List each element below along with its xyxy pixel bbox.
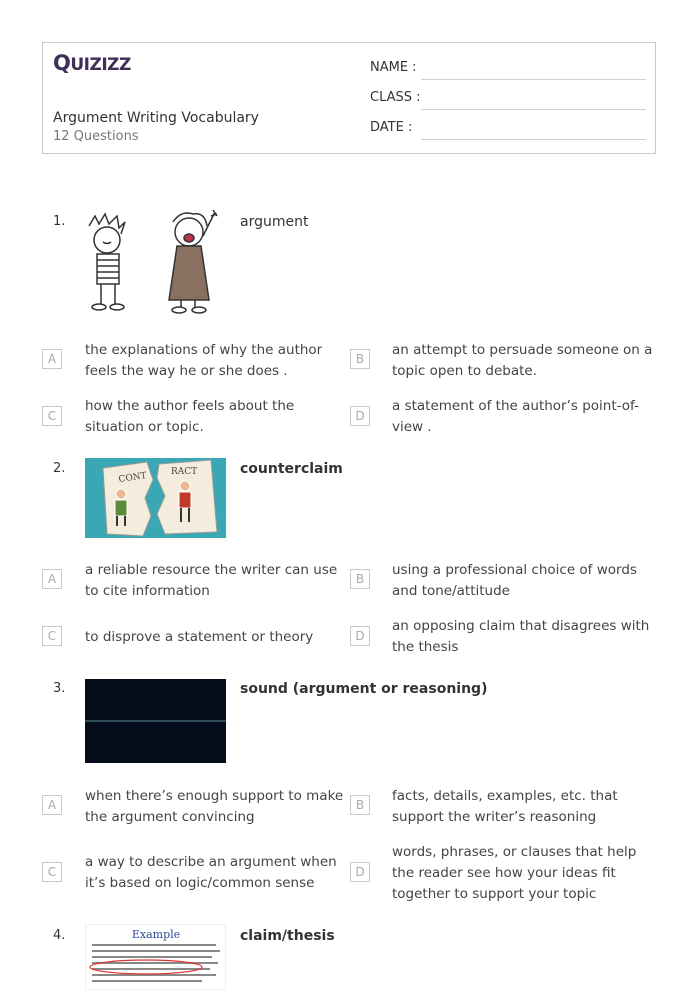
option-letter-box: A (42, 349, 62, 369)
cartoon-argument-image (85, 208, 226, 318)
torn-contract-image (85, 458, 226, 538)
option-letter-box: B (350, 795, 370, 815)
answer-option: facts, details, examples, etc. that support the writer’s reasoning (392, 788, 618, 825)
answer-option: an attempt to persuade someone on a topic open to debate. (392, 342, 653, 379)
date-line[interactable] (421, 139, 646, 140)
answer-option: a statement of the author’s point-of-view . (392, 398, 639, 435)
quizizz-logo: QUIZIZZ (53, 51, 131, 75)
question-number: 1. (53, 214, 66, 229)
answer-option: a reliable resource the writer can use to cite information (85, 562, 338, 599)
question-number: 2. (53, 461, 66, 476)
contract-left-text: CONT (118, 471, 148, 485)
answer-option: an opposing claim that disagrees with the thesis (392, 618, 650, 655)
question-count: 12 Questions (53, 129, 139, 144)
option-letter-box: D (350, 406, 370, 426)
sound-waveform-image (85, 679, 226, 763)
worksheet-header (42, 42, 656, 154)
option-letter-box: D (350, 862, 370, 882)
answer-option: a way to describe an argument when it’s based on logic/common sense (85, 854, 337, 891)
example-heading: Example (131, 928, 181, 941)
option-letter-box: A (42, 569, 62, 589)
example-text-image (85, 924, 226, 990)
question-text: counterclaim (240, 461, 343, 477)
answer-option: words, phrases, or clauses that help the reader see how your ideas fit together to support your topic (392, 844, 637, 902)
option-letter-box: B (350, 349, 370, 369)
question-text: sound (argument or reasoning) (240, 681, 488, 697)
name-label: NAME : (370, 60, 417, 75)
question-number: 4. (53, 928, 66, 943)
answer-option: when there’s enough support to make the argument convincing (85, 788, 344, 825)
date-label: DATE : (370, 120, 413, 135)
question-number: 3. (53, 681, 66, 696)
option-letter-box: D (350, 626, 370, 646)
worksheet-title: Argument Writing Vocabulary (53, 110, 259, 126)
answer-option: the explanations of why the author feels the way he or she does . (85, 342, 323, 379)
class-line[interactable] (421, 109, 646, 110)
answer-option: to disprove a statement or theory (85, 629, 314, 645)
contract-right-text: RACT (171, 467, 198, 477)
question-text: claim/thesis (240, 928, 335, 944)
option-letter-box: C (42, 862, 62, 882)
answer-option: how the author feels about the situation or topic. (85, 398, 295, 435)
option-letter-box: C (42, 626, 62, 646)
answer-option: using a professional choice of words and tone/attitude (392, 562, 637, 599)
name-line[interactable] (421, 79, 646, 80)
option-letter-box: A (42, 795, 62, 815)
class-label: CLASS : (370, 90, 421, 105)
option-letter-box: C (42, 406, 62, 426)
option-letter-box: B (350, 569, 370, 589)
question-text: argument (240, 214, 309, 230)
